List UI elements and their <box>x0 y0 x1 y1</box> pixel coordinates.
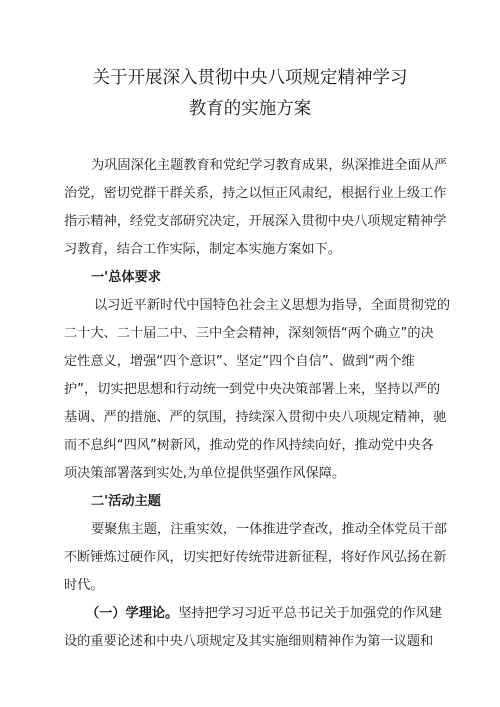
intro-line: 为巩固深化主题教育和党纪学习教育成果，纵深推进全面从严 <box>91 158 448 173</box>
item1-line: 设的重要论述和中央八项规定及其实施细则精神作为第一议题和 <box>64 634 434 649</box>
intro-line: 指示精神，经党支部研究决定，开展深入贯彻中央八项规定精神学 <box>64 214 447 229</box>
section1-line: 护”，切实把思想和行动统一到党中央决策部署上来，坚持以严的 <box>64 382 441 397</box>
section2-line: 时代。 <box>64 578 104 593</box>
item1-first-line <box>0 606 500 622</box>
item1-text: 坚持把学习习近平总书记关于加强党的作风建 <box>178 606 443 621</box>
intro-line: 治党，密切党群干群关系，持之以恒正风肃纪，根据行业上级工作 <box>64 186 447 201</box>
section1-line: 而不息纠“四风”树新风，推动党的作风持续向好，推动党中央各 <box>64 438 434 453</box>
section1-line: 二十大、二十届二中、三中全会精神，深刻领悟“两个确立”的决 <box>64 326 434 341</box>
section2-line: 要聚焦主题，注重实效，一体推进学查改，推动全体党员干部 <box>91 522 448 537</box>
section-heading-overall-requirements: 一'总体要求 <box>91 270 161 285</box>
section1-line: 以习近平新时代中国特色社会主义思想为指导，全面贯彻党的 <box>94 298 451 313</box>
section-heading-activity-theme: 二'活动主题 <box>91 494 161 509</box>
section2-line: 不断锤炼过硬作风，切实把好传统带进新征程，将好作风弘扬在新 <box>64 550 447 565</box>
section1-line: 项决策部署落到实处,为单位提供坚强作风保障。 <box>64 466 346 481</box>
document-title-line-2: 教育的实施方案 <box>188 99 312 119</box>
document-title-line-1: 关于开展深入贯彻中央八项规定精神学习 <box>92 68 408 88</box>
intro-line: 习教育，结合工作实际，制定本实施方案如下。 <box>64 242 341 257</box>
section1-line: 基调、严的措施、严的氛围，持续深入贯彻中央八项规定精神，驰 <box>64 410 447 425</box>
item1-label: （一）学理论。 <box>86 606 179 621</box>
section1-line: 定性意义，增强“四个意识”、坚定“四个自信”、做到“两个维 <box>64 354 415 369</box>
